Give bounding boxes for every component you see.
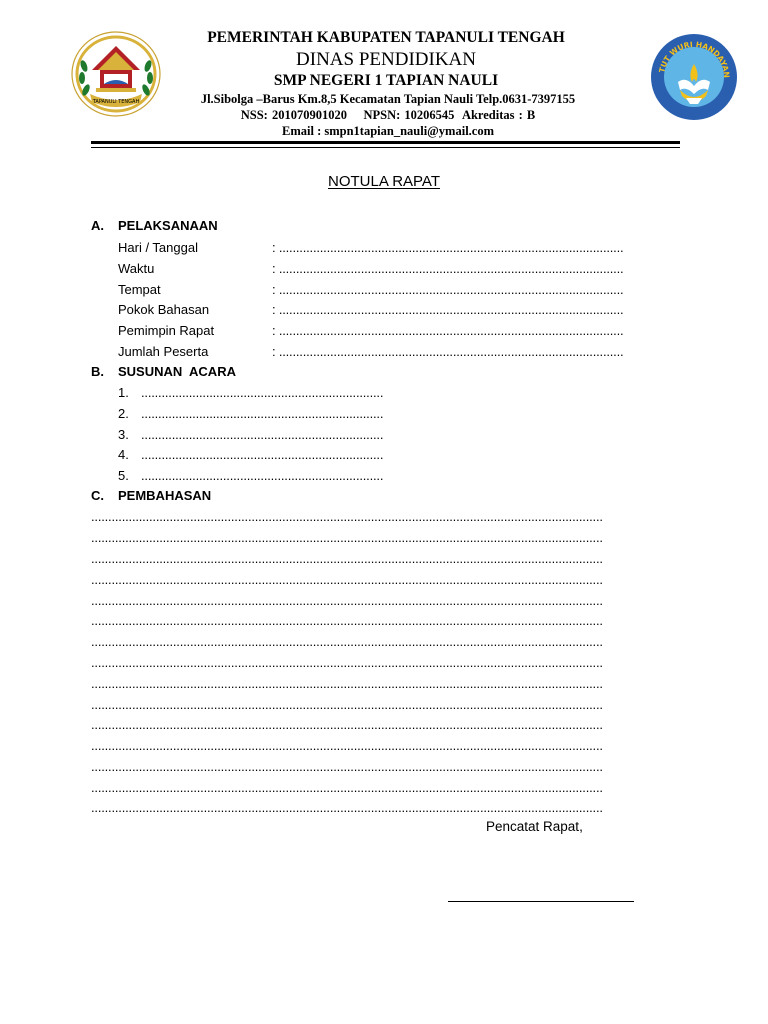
- header-government-line: PEMERINTAH KABUPATEN TAPANULI TENGAH: [207, 29, 565, 46]
- agenda-line[interactable]: .......................................................................: [141, 447, 384, 462]
- letterhead-rule-thick: [91, 141, 680, 144]
- field-value-place[interactable]: : .....................................................................................................: [272, 282, 624, 297]
- agenda-line[interactable]: .......................................................................: [141, 427, 384, 442]
- discussion-line[interactable]: ......................................................................................................................................................: [91, 551, 603, 566]
- field-value-date[interactable]: : .....................................................................................................: [272, 240, 624, 255]
- field-label-participants: Jumlah Peserta: [118, 344, 209, 359]
- discussion-line[interactable]: ......................................................................................................................................................: [91, 655, 603, 670]
- field-label-place: Tempat: [118, 282, 161, 297]
- field-value-chair[interactable]: : .....................................................................................................: [272, 323, 624, 338]
- agenda-number: 4.: [118, 447, 129, 462]
- agenda-number: 3.: [118, 427, 129, 442]
- discussion-line[interactable]: ......................................................................................................................................................: [91, 697, 603, 712]
- tut-wuri-handayani-emblem-icon: [648, 32, 740, 122]
- section-c-title: PEMBAHASAN: [118, 488, 212, 503]
- discussion-line[interactable]: ......................................................................................................................................................: [91, 676, 603, 691]
- field-value-participants[interactable]: : .....................................................................................................: [272, 344, 624, 359]
- header-school-name: SMP NEGERI 1 TAPIAN NAULI: [273, 72, 499, 89]
- discussion-line[interactable]: ......................................................................................................................................................: [91, 593, 603, 608]
- discussion-line[interactable]: ......................................................................................................................................................: [91, 530, 603, 545]
- tutwuri-ring-text: TUT WURI HANDAYAN: [657, 39, 732, 79]
- field-label-topic: Pokok Bahasan: [118, 302, 210, 317]
- agenda-number: 2.: [118, 406, 129, 421]
- discussion-line[interactable]: ......................................................................................................................................................: [91, 613, 603, 628]
- discussion-line[interactable]: ......................................................................................................................................................: [91, 572, 603, 587]
- field-value-time[interactable]: : .....................................................................................................: [272, 261, 624, 276]
- section-b-title: SUSUNAN ACARA: [118, 364, 236, 379]
- agenda-number: 1.: [118, 385, 129, 400]
- field-label-date: Hari / Tanggal: [118, 240, 198, 255]
- section-a-title: PELAKSANAAN: [118, 218, 218, 233]
- section-b-letter: B.: [91, 364, 104, 379]
- discussion-line[interactable]: ......................................................................................................................................................: [91, 634, 603, 649]
- discussion-line[interactable]: ......................................................................................................................................................: [91, 509, 603, 524]
- emblem-ribbon-text: TAPANULI TENGAH: [92, 99, 140, 105]
- notetaker-label: Pencatat Rapat,: [486, 819, 583, 834]
- discussion-line[interactable]: ......................................................................................................................................................: [91, 738, 603, 753]
- header-ids: NSS: 201070901020 NPSN: 10206545 Akreditas : B: [240, 108, 536, 122]
- field-label-time: Waktu: [118, 261, 155, 276]
- header-email: Email : smpn1tapian_nauli@ymail.com: [282, 124, 494, 138]
- header-address: Jl.Sibolga –Barus Km.8,5 Kecamatan Tapian Nauli Telp.0631-7397155: [200, 92, 576, 106]
- discussion-line[interactable]: ......................................................................................................................................................: [91, 800, 603, 815]
- agenda-number: 5.: [118, 468, 129, 483]
- agenda-line[interactable]: .......................................................................: [141, 385, 384, 400]
- discussion-line[interactable]: ......................................................................................................................................................: [91, 717, 603, 732]
- discussion-line[interactable]: ......................................................................................................................................................: [91, 759, 603, 774]
- document-title: NOTULA RAPAT: [328, 173, 440, 190]
- signature-line[interactable]: [448, 901, 634, 902]
- tapanuli-tengah-emblem-icon: [70, 30, 162, 118]
- section-a-letter: A.: [91, 218, 104, 233]
- agenda-line[interactable]: .......................................................................: [141, 406, 384, 421]
- letterhead-rule-thin: [91, 147, 680, 148]
- field-value-topic[interactable]: : .....................................................................................................: [272, 302, 624, 317]
- section-c-letter: C.: [91, 488, 104, 503]
- discussion-line[interactable]: ......................................................................................................................................................: [91, 780, 603, 795]
- field-label-chair: Pemimpin Rapat: [118, 323, 215, 338]
- header-department-line: DINAS PENDIDIKAN: [296, 49, 476, 70]
- agenda-line[interactable]: .......................................................................: [141, 468, 384, 483]
